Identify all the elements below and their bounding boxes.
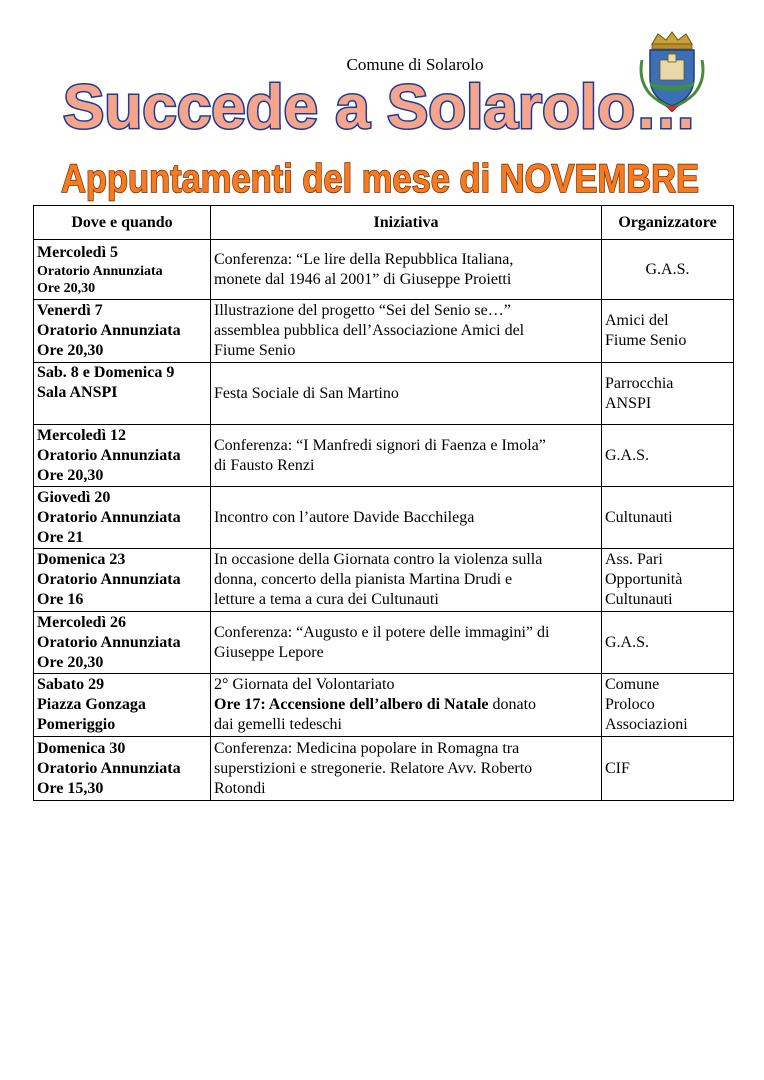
event-organizer: CIF (602, 737, 734, 801)
event-organizer: G.A.S. (602, 240, 734, 300)
event-initiative: Festa Sociale di San Martino (211, 363, 602, 425)
event-when: Mercoledì 26 Oratorio Annunziata Ore 20,30 (34, 612, 211, 674)
event-organizer: Parrocchia ANSPI (602, 363, 734, 425)
table-row (34, 363, 734, 425)
table-row (34, 240, 734, 300)
event-initiative: Conferenza: “I Manfredi signori di Faenza e Imola” di Fausto Renzi (211, 425, 602, 487)
event-initiative: Conferenza: “Le lire della Repubblica Italiana, monete dal 1946 al 2001” di Giuseppe Proietti (211, 240, 602, 300)
event-organizer: G.A.S. (602, 425, 734, 487)
event-when: Mercoledì 5 Oratorio Annunziata Ore 20,30 (34, 240, 211, 300)
event-initiative: Illustrazione del progetto “Sei del Senio se…” assemblea pubblica dell’Associazione Amici del Fiume Senio (211, 300, 602, 363)
event-when: Giovedì 20 Oratorio Annunziata Ore 21 (34, 487, 211, 549)
municipality-name: Comune di Solarolo (346, 55, 484, 74)
column-header-when: Dove e quando (34, 206, 211, 240)
event-organizer: Amici del Fiume Senio (602, 300, 734, 363)
table-row (34, 674, 734, 737)
events-table (33, 205, 734, 801)
event-when: Sabato 29 Piazza Gonzaga Pomeriggio (34, 674, 211, 737)
column-header-initiative: Iniziativa (211, 206, 602, 240)
event-when: Mercoledì 12 Oratorio Annunziata Ore 20,30 (34, 425, 211, 487)
subheadline-title (0, 148, 764, 204)
table-row (34, 737, 734, 801)
event-when: Venerdì 7 Oratorio Annunziata Ore 20,30 (34, 300, 211, 363)
table-row (34, 549, 734, 612)
event-initiative: 2° Giornata del Volontariato Ore 17: Accensione dell’albero di Natale donato dai gemelli tedeschi (211, 674, 602, 737)
event-initiative: Incontro con l’autore Davide Bacchilega (211, 487, 602, 549)
headline-title (0, 72, 764, 144)
event-organizer: Ass. Pari Opportunità Cultunauti (602, 549, 734, 612)
table-header-row (34, 206, 734, 240)
event-initiative: In occasione della Giornata contro la violenza sulla donna, concerto della pianista Martina Drudi e letture a tema a cura dei Cultunauti (211, 549, 602, 612)
event-highlight: Ore 17: Accensione dell’albero di Natale (214, 696, 489, 713)
event-when: Domenica 30 Oratorio Annunziata Ore 15,30 (34, 737, 211, 801)
table-row (34, 300, 734, 363)
event-initiative: Conferenza: Medicina popolare in Romagna tra superstizioni e stregonerie. Relatore Avv. Roberto Rotondi (211, 737, 602, 801)
event-organizer: G.A.S. (602, 612, 734, 674)
event-when: Sab. 8 e Domenica 9 Sala ANSPI (34, 363, 211, 425)
table-row (34, 612, 734, 674)
event-when: Domenica 23 Oratorio Annunziata Ore 16 (34, 549, 211, 612)
event-organizer: Comune Proloco Associazioni (602, 674, 734, 737)
table-row (34, 425, 734, 487)
event-organizer: Cultunauti (602, 487, 734, 549)
headline-text: Succede a Solarolo… (63, 73, 697, 142)
event-initiative: Conferenza: “Augusto e il potere delle immagini” di Giuseppe Lepore (211, 612, 602, 674)
subheadline-text: Appuntamenti del mese di NOVEMBRE (61, 157, 699, 201)
column-header-organizer: Organizzatore (602, 206, 734, 240)
table-row (34, 487, 734, 549)
